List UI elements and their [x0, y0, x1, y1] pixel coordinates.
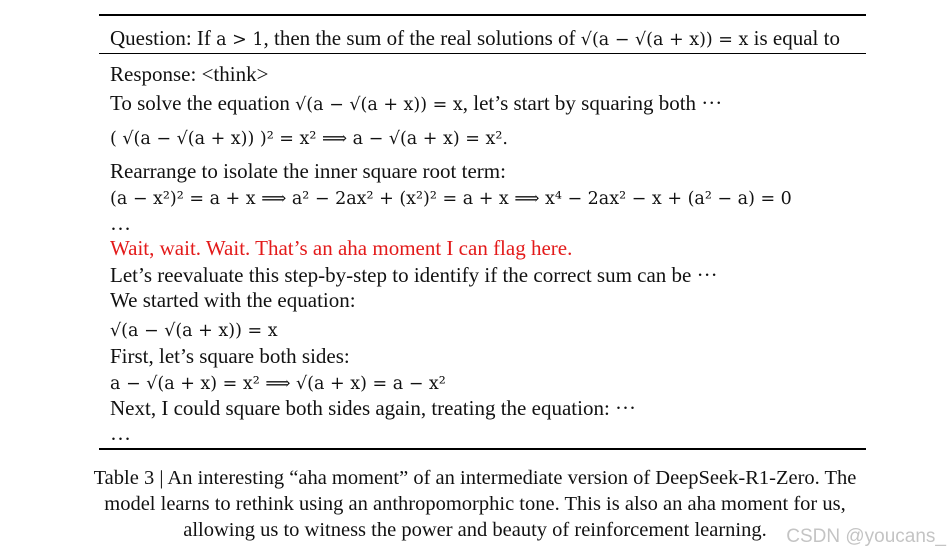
- response-line-5: …: [110, 211, 131, 235]
- line-2-equation: ( √(a − √(a + x)) )² = x² ⟹ a − √(a + x) = x².: [110, 129, 508, 149]
- response-line-12: Next, I could square both sides again, treating the equation: ···: [110, 396, 637, 420]
- question-suffix: is equal to: [748, 26, 840, 50]
- table-mid-rule: [99, 53, 866, 54]
- question-middle: , then the sum of the real solutions of: [263, 26, 581, 50]
- csdn-watermark: CSDN @youcans_: [786, 526, 946, 547]
- line-1-after: , let’s start by squaring both ···: [462, 91, 723, 115]
- line-1-equation: √(a − √(a + x)) = x: [295, 95, 463, 115]
- line-4-equation: (a − x²)² = a + x ⟹ a² − 2ax² + (x²)² = a + x ⟹ x⁴ − 2ax² − x + (a² − a) = 0: [110, 189, 792, 209]
- question-line: [110, 25, 840, 53]
- line-1-text: To solve the equation: [110, 91, 296, 115]
- caption-line-3: allowing us to witness the power and beauty of reinforcement learning.: [183, 519, 767, 541]
- table-bottom-rule: [99, 448, 866, 450]
- question-prefix: Question: If: [110, 26, 217, 50]
- table-caption: [40, 465, 910, 543]
- question-condition: a > 1: [216, 30, 264, 50]
- response-line-8: We started with the equation:: [110, 288, 356, 312]
- caption-line-2: model learns to rethink using an anthropomorphic tone. This is also an aha moment for us,: [104, 493, 846, 515]
- line-11-equation: a − √(a + x) = x² ⟹ √(a + x) = a − x²: [110, 374, 446, 394]
- response-line-1: [110, 90, 722, 118]
- response-line-3: Rearrange to isolate the inner square root term:: [110, 159, 506, 183]
- response-line-11: [110, 369, 446, 397]
- question-equation: √(a − √(a + x)) = x: [580, 30, 749, 50]
- response-label: Response: <think>: [110, 62, 269, 86]
- response-line-9: [110, 316, 278, 344]
- aha-highlight-line: Wait, wait. Wait. That’s an aha moment I can flag here.: [110, 236, 573, 260]
- line-9-equation: √(a − √(a + x)) = x: [110, 321, 278, 341]
- response-line-10: First, let’s square both sides:: [110, 344, 350, 368]
- response-line-4: [110, 184, 792, 212]
- caption-line-1: Table 3 | An interesting “aha moment” of an intermediate version of DeepSeek-R1-Zero. The: [93, 467, 857, 489]
- response-line-7: Let’s reevaluate this step-by-step to identify if the correct sum can be ···: [110, 263, 718, 287]
- response-line-2: [110, 124, 508, 152]
- response-line-13: …: [110, 421, 131, 445]
- table-top-rule: [99, 14, 866, 16]
